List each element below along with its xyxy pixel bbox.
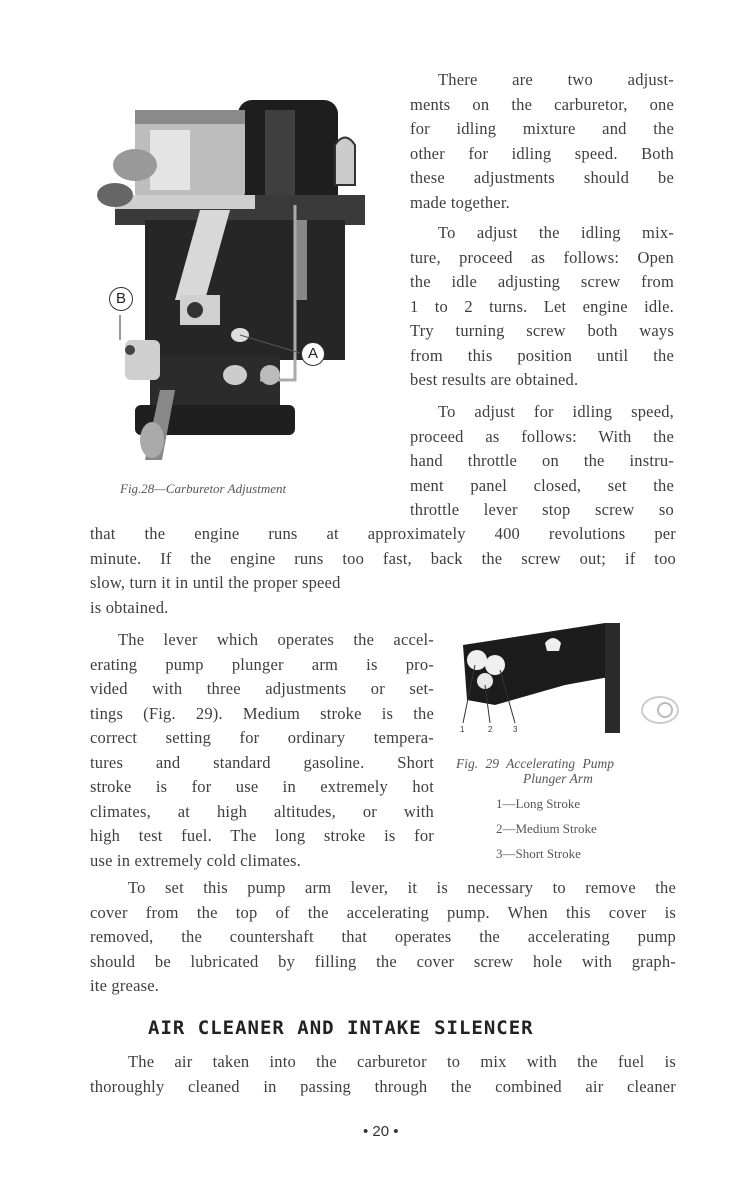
text-line: vided with three adjustments or set- xyxy=(90,679,434,698)
paragraph-carburetor-adjustments xyxy=(410,68,674,215)
paragraph-air-cleaner xyxy=(90,1050,676,1099)
text-line: tures and standard gasoline. Short xyxy=(90,752,434,772)
text-line: thoroughly cleaned in passing through the combined air cleaner xyxy=(90,1076,676,1096)
text-line: The air taken into the carburetor to mix with the fuel is xyxy=(128,1052,676,1071)
text-line: for idling mixture and the xyxy=(410,119,674,138)
text-line: ment panel closed, set the xyxy=(410,475,674,495)
legend-short-stroke: 3—Short Stroke xyxy=(496,846,581,861)
text-line: To set this pump arm lever, it is necessary to remove the xyxy=(128,878,676,897)
text-line: ments on the carburetor, one xyxy=(410,94,674,114)
text-line: hand throttle on the instru- xyxy=(410,451,674,470)
text-line: removed, the countershaft that operates the accelerating pump xyxy=(90,927,676,946)
hole-label-1: 1 xyxy=(460,725,465,734)
text-line: ite grease. xyxy=(90,976,160,995)
carburetor-illustration-icon xyxy=(90,90,390,470)
text-line: stroke is for use in extremely hot xyxy=(90,777,434,796)
fig29-caption-line2: Plunger Arm xyxy=(523,771,593,786)
text-line: these adjustments should be xyxy=(410,168,674,187)
text-line: climates, at high altitudes, or with xyxy=(90,801,434,821)
text-line: proceed as follows: With the xyxy=(410,426,674,446)
fig28-caption: Fig.28—Carburetor Adjustment xyxy=(120,481,287,496)
text-line: slow, turn it in until the proper speed xyxy=(90,573,341,592)
text-line: should be lubricated by filling the cover screw hole with graph- xyxy=(90,951,676,971)
callout-a: A xyxy=(301,342,325,366)
paragraph-pump-arm-lever xyxy=(90,876,676,999)
text-line: tings (Fig. 29). Medium stroke is the xyxy=(90,703,434,723)
text-line: There are two adjust- xyxy=(438,70,674,89)
text-line: The lever which operates the accel- xyxy=(118,630,434,649)
paragraph-idling-speed xyxy=(410,400,674,523)
text-line: correct setting for ordinary tempera- xyxy=(90,728,434,747)
text-line: erating pump plunger arm is pro- xyxy=(90,654,434,674)
text-line: minute. If the engine runs too fast, back the screw out; if too xyxy=(90,548,676,568)
text-line: cover from the top of the accelerating pump. When this cover is xyxy=(90,902,676,922)
text-line: use in extremely cold climates. xyxy=(90,850,302,870)
paragraph-idling-speed-continued xyxy=(90,522,676,620)
hole-label-3: 3 xyxy=(513,725,518,734)
text-line: from this position until the xyxy=(410,345,674,365)
text-line: 1 to 2 turns. Let engine idle. xyxy=(410,296,674,316)
text-line: other for idling speed. Both xyxy=(410,143,674,163)
text-line: throttle lever stop screw so xyxy=(410,500,674,519)
callout-b: B xyxy=(109,287,133,311)
text-line: high test fuel. The long stroke is for xyxy=(90,826,434,845)
text-line: made together. xyxy=(410,192,510,212)
text-line: ture, proceed as follows: Open xyxy=(410,247,674,267)
paragraph-idling-mixture xyxy=(410,221,674,393)
text-line: the idle adjusting screw from xyxy=(410,272,674,291)
pump-arm-figure xyxy=(455,615,685,745)
page-number: • 20 • xyxy=(363,1123,399,1140)
hole-label-2: 2 xyxy=(488,725,493,734)
text-line: is obtained. xyxy=(90,597,169,617)
text-line: Try turning screw both ways xyxy=(410,321,674,340)
section-heading: AIR CLEANER AND INTAKE SILENCER xyxy=(148,1017,534,1039)
carburetor-figure xyxy=(90,90,390,470)
legend-medium-stroke: 2—Medium Stroke xyxy=(496,821,597,836)
text-line: To adjust for idling speed, xyxy=(438,402,674,421)
legend-long-stroke: 1—Long Stroke xyxy=(496,796,581,811)
text-line: To adjust the idling mix- xyxy=(438,223,674,242)
paragraph-accelerating-pump xyxy=(90,628,434,873)
text-line: that the engine runs at approximately 400 revolutions per xyxy=(90,524,676,543)
text-line: best results are obtained. xyxy=(410,370,579,389)
fig29-caption-line1: Fig. 29 Accelerating Pump xyxy=(456,756,614,771)
